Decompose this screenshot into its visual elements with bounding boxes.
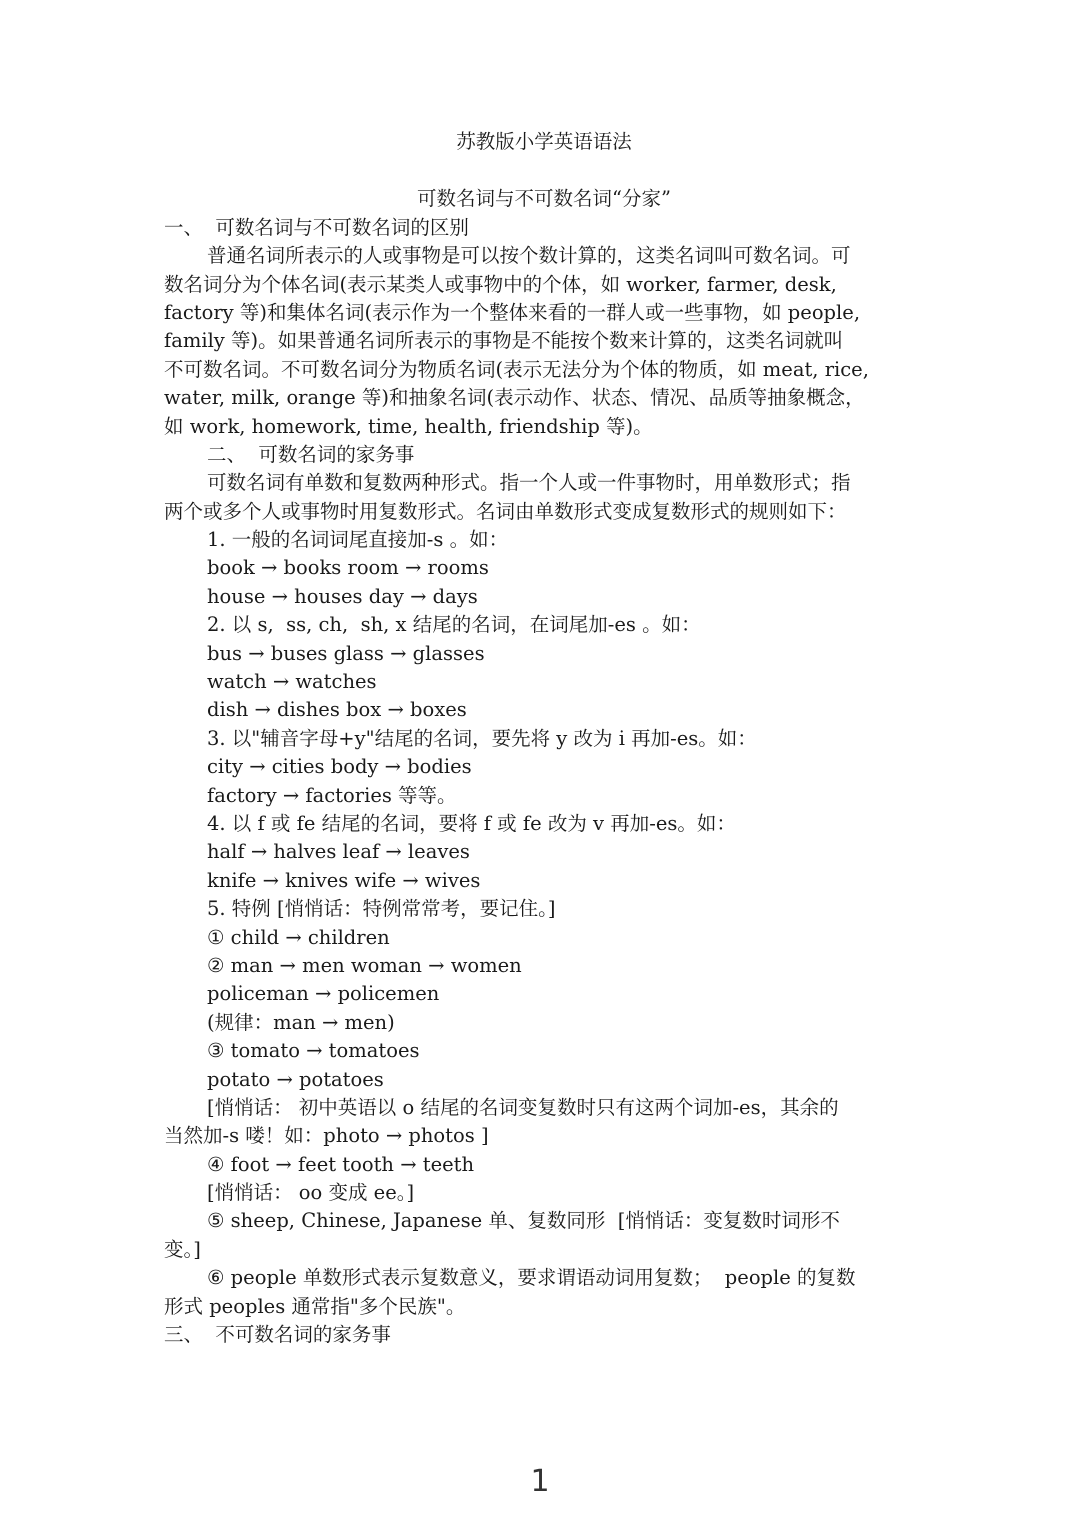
text-line: ⑤ sheep, Chinese, Japanese 单、复数同形 [悄悄话：变复数时词形不 <box>207 1209 840 1233</box>
rule-line: book → books room → rooms <box>207 556 489 580</box>
text-line: 普通名词所表示的人或事物是可以按个数计算的，这类名词叫可数名词。可 <box>207 244 851 268</box>
rule-line: 3. 以"辅音字母+y"结尾的名词，要先将 y 改为 i 再加-es。如： <box>207 726 757 750</box>
text-line: ⑥ people 单数形式表示复数意义，要求谓语动词用复数； people 的复数 <box>207 1266 856 1290</box>
paragraph-2 <box>164 469 924 526</box>
paragraph-1 <box>164 242 924 441</box>
note-2: [悄悄话： oo 变成 ee。] <box>207 1181 415 1205</box>
text-line: 变。] <box>164 1237 201 1261</box>
document-subtitle: 可数名词与不可数名词“分家” <box>417 187 671 211</box>
document-title: 苏教版小学英语语法 <box>456 130 632 153</box>
rule-line: 4. 以 f 或 fe 结尾的名词，要将 f 或 fe 改为 v 再加-es。如： <box>207 811 736 835</box>
rule-line: 1. 一般的名词词尾直接加-s 。如： <box>207 528 509 552</box>
section-heading-3: 三、 不可数名词的家务事 <box>164 1323 391 1347</box>
note-1 <box>164 1094 924 1151</box>
text-line: 不可数名词。不可数名词分为物质名词(表示无法分为个体的物质，如 meat, rice, <box>164 357 869 381</box>
rule-line: bus → buses glass → glasses <box>207 641 485 665</box>
rule-line: 5. 特例 [悄悄话：特例常常考，要记住。] <box>207 897 556 921</box>
section-heading-1: 一、 可数名词与不可数名词的区别 <box>164 215 469 239</box>
rule-line: dish → dishes box → boxes <box>207 698 467 722</box>
rule-line: 2. 以 s, ss, ch, sh, x 结尾的名词，在词尾加-es 。如： <box>207 613 701 637</box>
text-line: 可数名词有单数和复数两种形式。指一个人或一件事物时，用单数形式；指 <box>207 471 851 495</box>
text-line: 如 work, homework, time, health, friendship 等)。 <box>164 414 653 438</box>
text-line: 两个或多个人或事物时用复数形式。名词由单数形式变成复数形式的规则如下： <box>164 499 847 523</box>
rule-line: house → houses day → days <box>207 584 478 608</box>
rule-line: policeman → policemen <box>207 982 440 1006</box>
text-line: family 等)。如果普通名词所表示的事物是不能按个数来计算的，这类名词就叫 <box>164 329 844 353</box>
rule-6 <box>164 1264 924 1321</box>
rule-line: city → cities body → bodies <box>207 755 472 779</box>
rule-5 <box>164 1207 924 1264</box>
rule-line: (规律：man → men) <box>207 1010 395 1034</box>
section-heading-2: 二、 可数名词的家务事 <box>207 442 415 466</box>
text-line: 数名词分为个体名词(表示某类人或事物中的个体，如 worker, farmer, desk, <box>164 272 837 296</box>
rule-line: potato → potatoes <box>207 1067 384 1091</box>
page-number: 1 <box>530 1464 550 1499</box>
text-line: [悄悄话： 初中英语以 o 结尾的名词变复数时只有这两个词加-es，其余的 <box>207 1095 839 1119</box>
rule-line: ② man → men woman → women <box>207 953 522 977</box>
rule-line: factory → factories 等等。 <box>207 783 457 807</box>
rule-line: knife → knives wife → wives <box>207 868 481 892</box>
plural-rules-list <box>164 526 924 1094</box>
document-body <box>164 128 924 1349</box>
rule-line: ③ tomato → tomatoes <box>207 1039 420 1063</box>
text-line: 当然加-s 喽！如：photo → photos ] <box>164 1124 489 1148</box>
rule-line: ① child → children <box>207 925 390 949</box>
text-line: water, milk, orange 等)和抽象名词(表示动作、状态、情况、品质等抽象概念， <box>164 386 865 410</box>
text-line: factory 等)和集体名词(表示作为一个整体来看的一群人或一些事物，如 people, <box>164 300 861 324</box>
rule-line: ④ foot → feet tooth → teeth <box>207 1152 475 1176</box>
text-line: 形式 peoples 通常指"多个民族"。 <box>164 1294 466 1318</box>
rule-line: watch → watches <box>207 670 377 694</box>
rule-line: half → halves leaf → leaves <box>207 840 470 864</box>
